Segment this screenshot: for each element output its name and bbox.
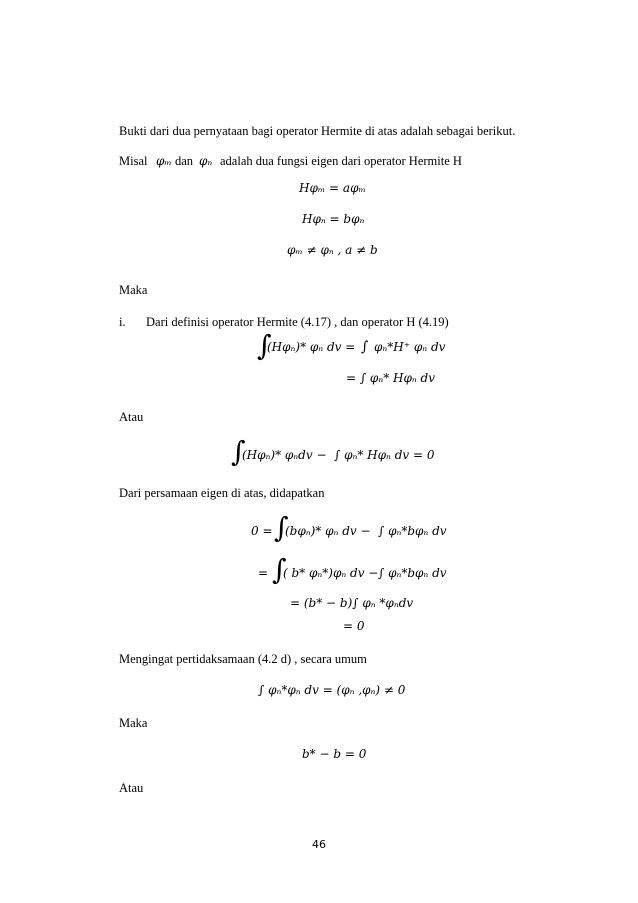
integral-sign-small: ∫ [361, 339, 369, 355]
equation-conjugate-rhs: ∫ φₙ*bφₙ dv [378, 566, 447, 580]
math-phi-n: φₙ [199, 154, 213, 168]
list-item-number: i. [119, 315, 126, 329]
equation-hermite-rhs: φₙ*H⁺ φₙ dv [374, 340, 446, 354]
equation-b-real: b* − b = 0 [302, 747, 367, 761]
math-phi-m: φₘ [156, 154, 172, 168]
equation-inequality: φₘ ≠ φₙ , a ≠ b [287, 243, 378, 257]
equation-factored: = (b* − b)∫ φₙ *φₙdv [290, 596, 414, 610]
equation-zero-prefix: 0 = [251, 524, 273, 538]
equation-equals-prefix: = [258, 566, 269, 580]
equation-eigen-substitution-rhs: ∫ φₙ*bφₙ dv [378, 524, 447, 538]
paragraph-atau-2: Atau [119, 781, 144, 795]
paragraph-proof-intro: Bukti dari dua pernyataan bagi operator Hermite di atas adalah sebagai berikut. [119, 124, 516, 138]
equation-hermite-lhs: (Hφₙ)* φₙ dv = [267, 340, 356, 354]
paragraph-dan: dan [175, 154, 194, 168]
page-number: 46 [312, 838, 326, 851]
equation-eigen-substitution: (bφₙ)* φₙ dv − [285, 524, 371, 538]
integral-sign: ∫ [272, 553, 287, 586]
paragraph-atau-1: Atau [119, 410, 144, 424]
equation-conjugate: ( b* φₙ*)φₙ dv − [283, 566, 379, 580]
paragraph-misal-rest: adalah dua fungsi eigen dari operator Hermite H [220, 154, 462, 168]
paragraph-maka-2: Maka [119, 716, 148, 730]
equation-result-zero: = 0 [343, 619, 365, 633]
paragraph-mengingat: Mengingat pertidaksamaan (4.2 d) , secara umum [119, 652, 367, 666]
equation-difference-rhs: ∫ φₙ* Hφₙ dv = 0 [334, 448, 435, 462]
equation-eigen-m: Hφₘ = aφₘ [299, 181, 366, 195]
list-item-text: Dari definisi operator Hermite (4.17) , dan operator H (4.19) [146, 315, 449, 329]
equation-eigen-n: Hφₙ = bφₙ [302, 212, 365, 226]
equation-difference-lhs: (Hφₙ)* φₙdv − [242, 448, 327, 462]
paragraph-misal-label: Misal [119, 154, 148, 168]
integral-sign: ∫ [274, 511, 289, 544]
equation-hermite-line2: = ∫ φₙ* Hφₙ dv [346, 371, 436, 385]
paragraph-dari-eigen: Dari persamaan eigen di atas, didapatkan [119, 486, 325, 500]
equation-inner-product: ∫ φₙ*φₙ dv = (φₙ ,φₙ) ≠ 0 [258, 683, 406, 697]
paragraph-maka-1: Maka [119, 283, 148, 297]
integral-sign: ∫ [257, 329, 272, 362]
integral-sign: ∫ [231, 435, 246, 468]
